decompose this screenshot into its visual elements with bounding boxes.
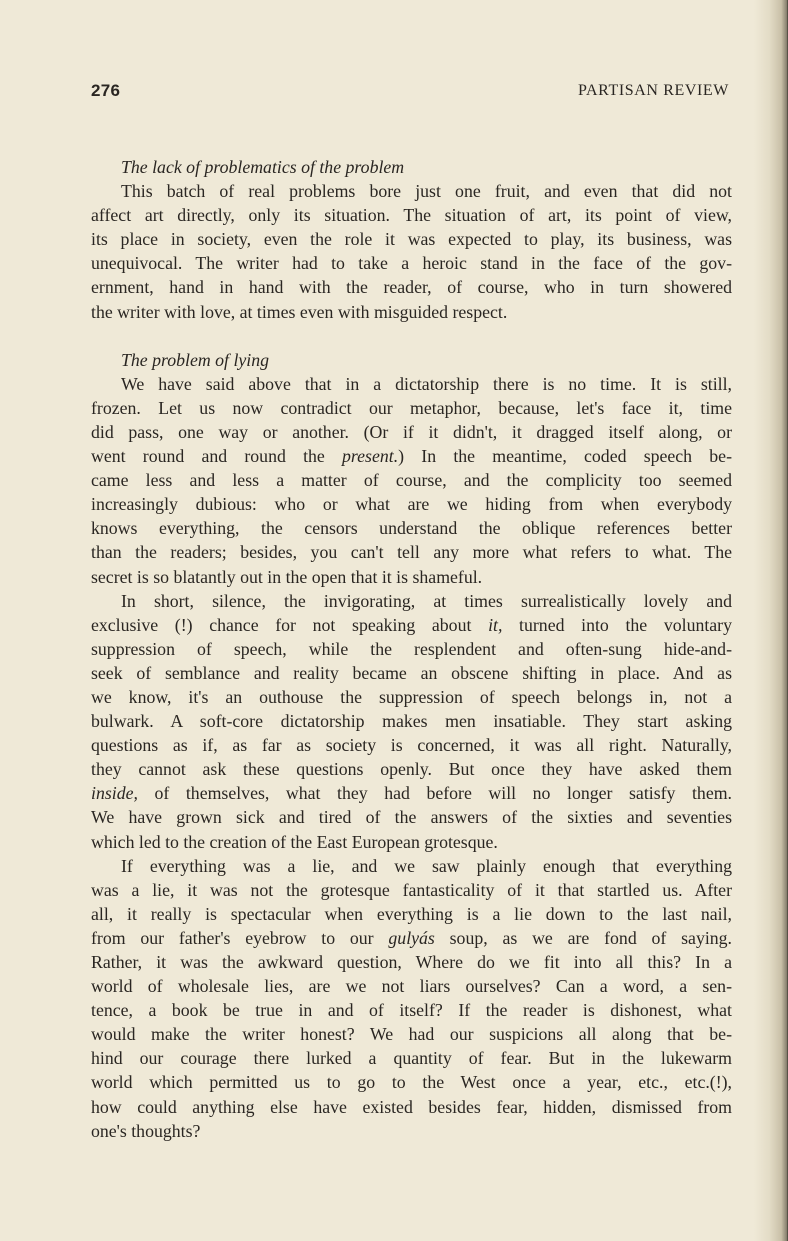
text-line: its place in society, even the role it was expected to play, its business, was	[91, 229, 732, 250]
page-number: 276	[91, 81, 121, 100]
text-line: from our father's eyebrow to our gulyás soup, as we are fond of saying.	[91, 927, 732, 948]
page-binding-edge	[754, 0, 788, 1241]
text-line: was a lie, it was not the grotesque fantasticality of it that startled us. After	[91, 879, 732, 900]
text-line: they cannot ask these questions openly. But once they have asked them	[91, 759, 732, 780]
text-line: unequivocal. The writer had to take a heroic stand in the face of the gov-	[91, 253, 732, 274]
text-line: went round and round the present.) In the meantime, coded speech be-	[91, 446, 732, 467]
text-line: Rather, it was the awkward question, Where do we fit into all this? In a	[91, 952, 732, 972]
text-line: tence, a book be true in and of itself? If the reader is dishonest, what	[91, 1000, 732, 1021]
text-line: bulwark. A soft-core dictatorship makes men insatiable. They start asking	[91, 711, 732, 732]
text-line: exclusive (!) chance for not speaking about it, turned into the voluntary	[91, 614, 732, 635]
text-line: we know, it's an outhouse the suppression of speech belongs in, not a	[91, 686, 732, 707]
text-line: all, it really is spectacular when everything is a lie down to the last nail,	[91, 903, 732, 924]
text-line: secret is so blatantly out in the open that it is shameful.	[91, 566, 483, 587]
text-line: the writer with love, at times even with misguided respect.	[91, 301, 508, 322]
text-line: how could anything else have existed besides fear, hidden, dismissed from	[91, 1096, 732, 1117]
text-line: frozen. Let us now contradict our metaphor, because, let's face it, time	[91, 397, 732, 418]
text-line: which led to the creation of the East European grotesque.	[91, 831, 498, 852]
running-head	[91, 81, 729, 105]
text-line: This batch of real problems bore just one fruit, and even that did not	[121, 181, 732, 202]
text-line: than the readers; besides, you can't tell any more what refers to what. The	[91, 542, 732, 563]
section-heading: The lack of problematics of the problem	[121, 157, 405, 177]
text-line: ernment, hand in hand with the reader, of course, who in turn showered	[91, 277, 732, 298]
journal-title: PARTISAN REVIEW	[577, 82, 729, 99]
italic-text: gulyás	[388, 927, 435, 948]
text-line: seek of semblance and reality became an obscene shifting in place. And as	[91, 662, 732, 683]
text-line: world which permitted us to go to the West once a year, etc., etc.(!),	[91, 1072, 732, 1093]
text-line: one's thoughts?	[91, 1120, 201, 1141]
text-line: We have grown sick and tired of the answers of the sixties and seventies	[91, 807, 732, 828]
text-line: We have said above that in a dictatorship there is no time. It is still,	[121, 373, 732, 394]
italic-text: inside,	[91, 783, 138, 804]
italic-text: it,	[488, 614, 503, 635]
text-line: hind our courage there lurked a quantity of fear. But in the lukewarm	[91, 1048, 732, 1069]
text-line: inside, of themselves, what they had before will no longer satisfy them.	[91, 783, 732, 804]
text-line: knows everything, the censors understand the oblique references better	[91, 518, 732, 539]
text-line: In short, silence, the invigorating, at times surrealistically lovely and	[121, 590, 732, 611]
text-line: would make the writer honest? We had our suspicions all along that be-	[91, 1024, 732, 1045]
section-heading: The problem of lying	[121, 349, 269, 370]
text-line: If everything was a lie, and we saw plainly enough that everything	[121, 855, 732, 876]
section-gap	[91, 324, 732, 348]
text-line: came less and less a matter of course, and the complicity too seemed	[91, 470, 732, 491]
text-line: questions as if, as far as society is concerned, it was all right. Naturally,	[91, 735, 732, 756]
text-line: did pass, one way or another. (Or if it didn't, it dragged itself along, or	[91, 421, 732, 442]
italic-text: present.	[342, 446, 399, 467]
text-line: increasingly dubious: who or what are we hiding from when everybody	[91, 494, 732, 515]
text-line: world of wholesale lies, are we not liars ourselves? Can a word, a sen-	[91, 976, 732, 997]
text-line: affect art directly, only its situation. The situation of art, its point of view,	[91, 205, 732, 226]
article-body	[91, 155, 732, 1143]
text-line: suppression of speech, while the resplendent and often-sung hide-and-	[91, 638, 732, 659]
